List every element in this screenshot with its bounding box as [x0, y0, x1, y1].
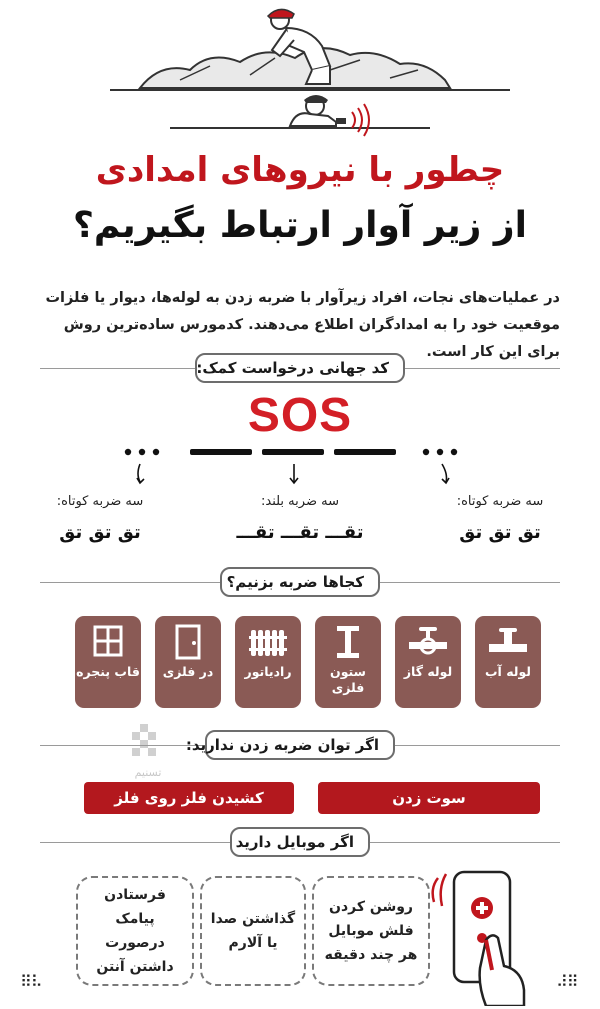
title-line-2: از زیر آوار ارتباط بگیریم؟	[73, 205, 527, 246]
tile-label: لوله آب	[485, 664, 532, 679]
tile-steel-column	[315, 616, 381, 708]
tile-label: قاب پنجره	[76, 664, 140, 679]
tile-label: لوله گاز	[403, 664, 453, 679]
morse-sound-middle: تقـــ تقـــ تقـــ	[236, 522, 364, 543]
metal-door-icon	[167, 624, 209, 660]
morse-sound-left: تق تق تق	[59, 522, 141, 543]
morse-label-right: سه ضربه کوتاه:	[456, 494, 544, 509]
mobile-option-alarm: گذاشتن صدا یا آلارم	[200, 876, 306, 986]
corner-dots-right: ⠼⠿	[556, 972, 578, 991]
morse-code-graphic	[110, 440, 490, 500]
morse-label-middle: سه ضربه بلند:	[261, 494, 339, 509]
where-heading: کجاها ضربه بزنیم؟	[220, 567, 380, 597]
morse-label-left: سه ضربه کوتاه:	[56, 494, 144, 509]
sos-code: SOS	[247, 389, 353, 442]
sos-heading: کد جهانی درخواست کمک:	[195, 353, 405, 383]
tile-window-frame	[75, 616, 141, 708]
intro-text: در عملیات‌های نجات، افراد زیرآوار با ضربه زدن به لوله‌ها، دیوار یا فلزات موقعیت خود را به امدادگران اطلاع می‌دهند. کدمورس ساده‌ترین روش برای این کار است.	[45, 290, 560, 360]
mobile-heading: اگر موبایل دارید	[230, 827, 370, 857]
corner-dots-left: ⠿⠧	[20, 972, 42, 991]
option-whistle: سوت زدن	[318, 782, 540, 814]
morse-sound-right: تق تق تق	[459, 522, 541, 543]
tile-water-pipe	[475, 616, 541, 708]
tile-metal-door	[155, 616, 221, 708]
tile-label: رادیاتور	[244, 664, 292, 679]
tile-radiator	[235, 616, 301, 708]
radiator-icon	[247, 624, 289, 660]
mobile-option-sms: فرستادن پیامک درصورت داشتن آنتن	[76, 876, 194, 986]
tile-label: در فلزی	[162, 664, 214, 679]
tile-label: ستون فلزی	[330, 664, 366, 695]
watermark-text: تسنیم	[134, 766, 162, 779]
option-metal-scrape: کشیدن فلز روی فلز	[84, 782, 294, 814]
rescue-illustration	[100, 0, 520, 140]
mobile-option-flash: روشن کردن فلش موبایل هر چند دقیقه	[312, 876, 430, 986]
steel-column-icon	[327, 624, 369, 660]
window-frame-icon	[87, 624, 129, 660]
water-pipe-icon	[487, 624, 529, 660]
tile-gas-pipe	[395, 616, 461, 708]
gas-pipe-icon	[407, 624, 449, 660]
no-strength-heading: اگر توان ضربه زدن ندارید:	[205, 730, 395, 760]
phone-hand-illustration	[426, 858, 536, 1006]
title-line-1: چطور با نیروهای امدادی	[95, 150, 505, 190]
